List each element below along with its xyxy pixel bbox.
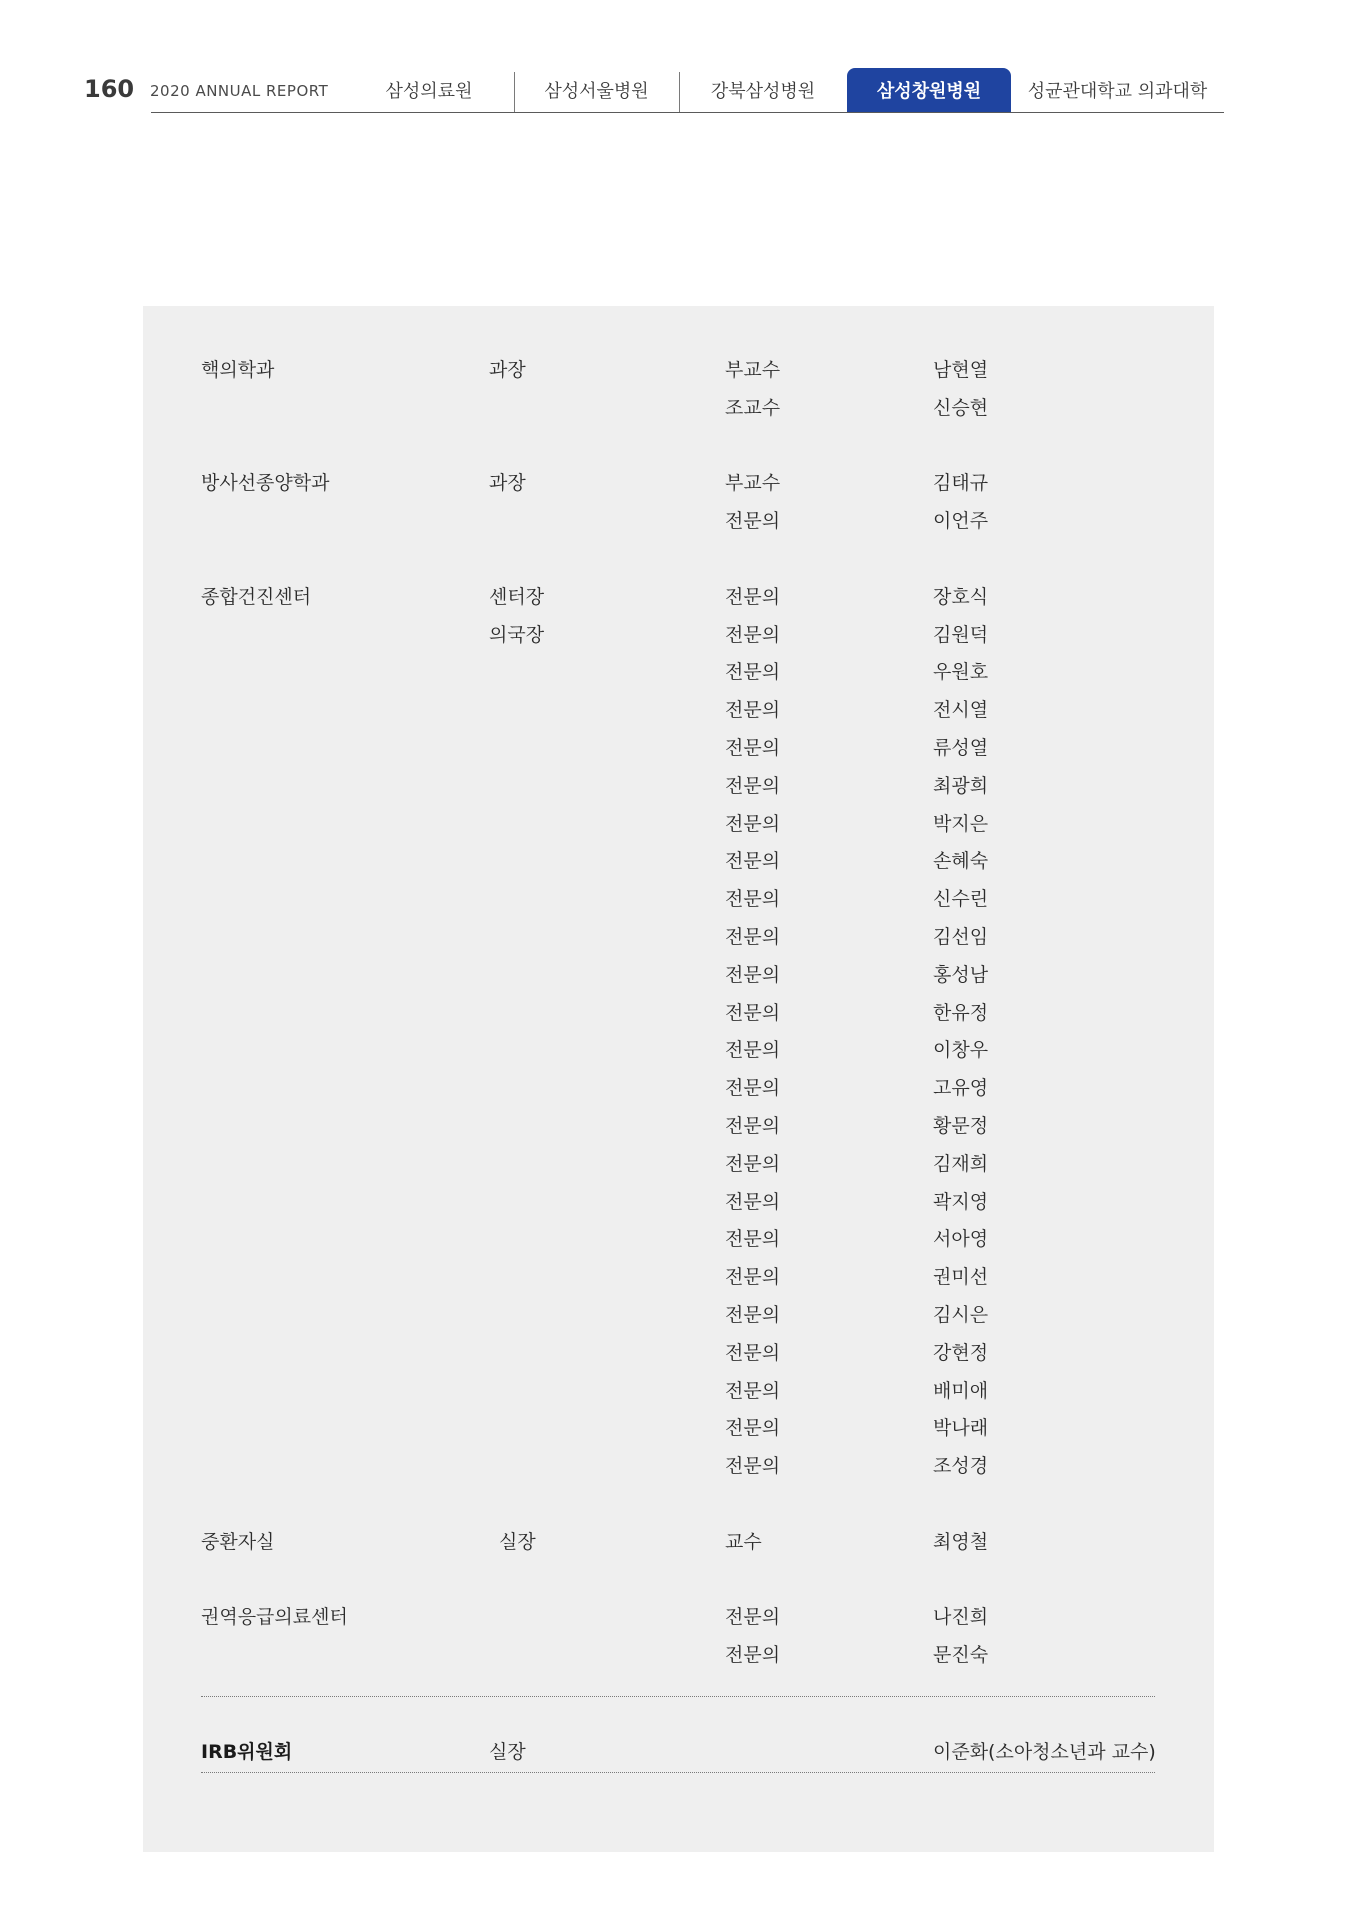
rank-cell: 전문의 [725, 774, 781, 797]
rank-cell: 전문의 [725, 1152, 781, 1175]
rank-cell: 전문의 [725, 812, 781, 835]
name-cell: 박나래 [933, 1417, 989, 1440]
name-cell: 김시은 [933, 1304, 989, 1326]
rank-cell: 전문의 [725, 1644, 781, 1667]
position-cell: 의국장 [489, 623, 545, 646]
rank-cell: 부교수 [725, 359, 781, 381]
dept-cell: 중환자실 [201, 1530, 275, 1553]
name-cell: 박지은 [933, 812, 989, 835]
name-cell: 최영철 [933, 1530, 989, 1553]
rank-cell: 전문의 [725, 1455, 781, 1478]
roster-row [201, 1069, 1157, 1107]
name-cell: 한유정 [933, 1001, 989, 1024]
tab-skku-school-of-medicine[interactable] [1011, 68, 1224, 112]
name-cell: 이언주 [933, 510, 989, 533]
roster-row [201, 1031, 1157, 1069]
tab-label: 강북삼성병원 [710, 81, 816, 102]
tab-label: 삼성서울병원 [544, 81, 649, 102]
name-cell: 신수린 [933, 888, 989, 911]
dotted-divider [201, 1696, 1155, 1697]
roster-row [201, 805, 1157, 843]
roster-row [201, 616, 1157, 654]
rank-cell: 전문의 [725, 1304, 781, 1326]
rank-cell: 전문의 [725, 699, 781, 722]
rank-cell: 전문의 [725, 510, 781, 533]
name-cell: 조성경 [933, 1455, 989, 1478]
dept-cell: 방사선종양학과 [201, 472, 330, 495]
roster-row [201, 1145, 1157, 1183]
rank-cell: 전문의 [725, 1077, 781, 1100]
roster-row [201, 502, 1157, 540]
rank-cell: 교수 [725, 1530, 762, 1553]
roster-row [201, 1523, 1157, 1561]
position-cell: 과장 [489, 472, 526, 495]
roster-row [201, 880, 1157, 918]
roster-row [201, 1598, 1157, 1636]
tab-label: 삼성의료원 [385, 81, 473, 102]
rank-cell: 전문의 [725, 1001, 781, 1024]
position-cell: 실장 [499, 1530, 536, 1553]
rank-cell: 전문의 [725, 585, 781, 608]
roster-row [201, 1636, 1157, 1674]
roster-row [201, 691, 1157, 729]
rank-cell: 전문의 [725, 623, 781, 646]
roster-row [201, 1296, 1157, 1334]
name-cell: 류성열 [933, 737, 989, 759]
roster-row [201, 767, 1157, 805]
name-cell: 문진숙 [933, 1644, 989, 1667]
irb-row [201, 1733, 1157, 1771]
name-cell: 남현열 [933, 359, 989, 381]
name-cell: 이창우 [933, 1039, 989, 1062]
name-cell: 김태규 [933, 472, 989, 495]
position-cell: 센터장 [489, 585, 545, 608]
roster-row [201, 1107, 1157, 1145]
name-cell: 신승현 [933, 396, 989, 419]
roster-row [201, 1372, 1157, 1410]
name-cell: 최광희 [933, 774, 989, 797]
name-cell: 황문정 [933, 1115, 989, 1137]
tab-samsung-medical-center[interactable] [344, 68, 514, 112]
name-cell: 나진희 [933, 1606, 989, 1629]
dept-cell: 권역응급의료센터 [201, 1606, 348, 1629]
position-cell: 과장 [489, 359, 526, 381]
tab-label: 삼성창원병원 [876, 81, 982, 102]
name-cell: 배미애 [933, 1379, 989, 1402]
rank-cell: 전문의 [725, 1341, 781, 1364]
rank-cell: 전문의 [725, 1379, 781, 1402]
page-number: 160 [84, 75, 135, 103]
irb-dept: IRB위원회 [201, 1741, 293, 1763]
tab-kangbuk-samsung-hospital[interactable] [679, 68, 847, 112]
roster-row [201, 1409, 1157, 1447]
page-header [84, 68, 1224, 113]
name-cell: 강현정 [933, 1341, 989, 1364]
rank-cell: 전문의 [725, 1190, 781, 1213]
roster-row [201, 389, 1157, 427]
rank-cell: 전문의 [725, 1606, 781, 1629]
name-cell: 홍성남 [933, 963, 989, 986]
report-label: 2020 ANNUAL REPORT [150, 82, 329, 100]
name-cell: 전시열 [933, 699, 989, 722]
roster-row [201, 994, 1157, 1032]
dept-cell: 종합건진센터 [201, 585, 312, 608]
rank-cell: 전문의 [725, 737, 781, 759]
roster-row [201, 1258, 1157, 1296]
rank-cell: 전문의 [725, 850, 781, 873]
name-cell: 김재희 [933, 1152, 989, 1175]
roster-row [201, 464, 1157, 502]
rank-cell: 전문의 [725, 661, 781, 684]
irb-name: 이준화(소아청소년과 교수) [933, 1741, 1156, 1763]
tab-label: 성균관대학교 의과대학 [1027, 81, 1208, 102]
roster-row [201, 918, 1157, 956]
roster-row [201, 1447, 1157, 1485]
tab-samsung-seoul-hospital[interactable] [514, 68, 679, 112]
hospital-tabs [344, 68, 1224, 112]
rank-cell: 전문의 [725, 1266, 781, 1289]
rank-cell: 조교수 [725, 396, 781, 419]
rank-cell: 부교수 [725, 472, 781, 495]
name-cell: 김선임 [933, 926, 989, 948]
roster-row [201, 729, 1157, 767]
name-cell: 서아영 [933, 1228, 989, 1251]
staff-roster-panel [143, 306, 1214, 1852]
name-cell: 장호식 [933, 585, 989, 608]
rank-cell: 전문의 [725, 888, 781, 911]
roster-row [201, 653, 1157, 691]
irb-position: 실장 [489, 1741, 526, 1763]
roster-row [201, 578, 1157, 616]
roster-row [201, 351, 1157, 389]
rank-cell: 전문의 [725, 963, 781, 986]
roster-row [201, 842, 1157, 880]
tab-samsung-changwon-hospital[interactable] [847, 68, 1011, 112]
dept-cell: 핵의학과 [201, 359, 275, 381]
rank-cell: 전문의 [725, 1228, 781, 1251]
name-cell: 우원호 [933, 661, 989, 684]
roster-row [201, 956, 1157, 994]
roster-row [201, 1183, 1157, 1221]
roster-row [201, 1334, 1157, 1372]
rank-cell: 전문의 [725, 1039, 781, 1062]
rank-cell: 전문의 [725, 1417, 781, 1440]
name-cell: 김원덕 [933, 623, 989, 646]
dotted-divider [201, 1772, 1155, 1773]
roster-row [201, 1220, 1157, 1258]
rank-cell: 전문의 [725, 1115, 781, 1137]
name-cell: 곽지영 [933, 1190, 989, 1213]
rank-cell: 전문의 [725, 926, 781, 948]
name-cell: 권미선 [933, 1266, 989, 1289]
header-rule [151, 112, 1224, 113]
name-cell: 손혜숙 [933, 850, 989, 873]
name-cell: 고유영 [933, 1077, 989, 1100]
